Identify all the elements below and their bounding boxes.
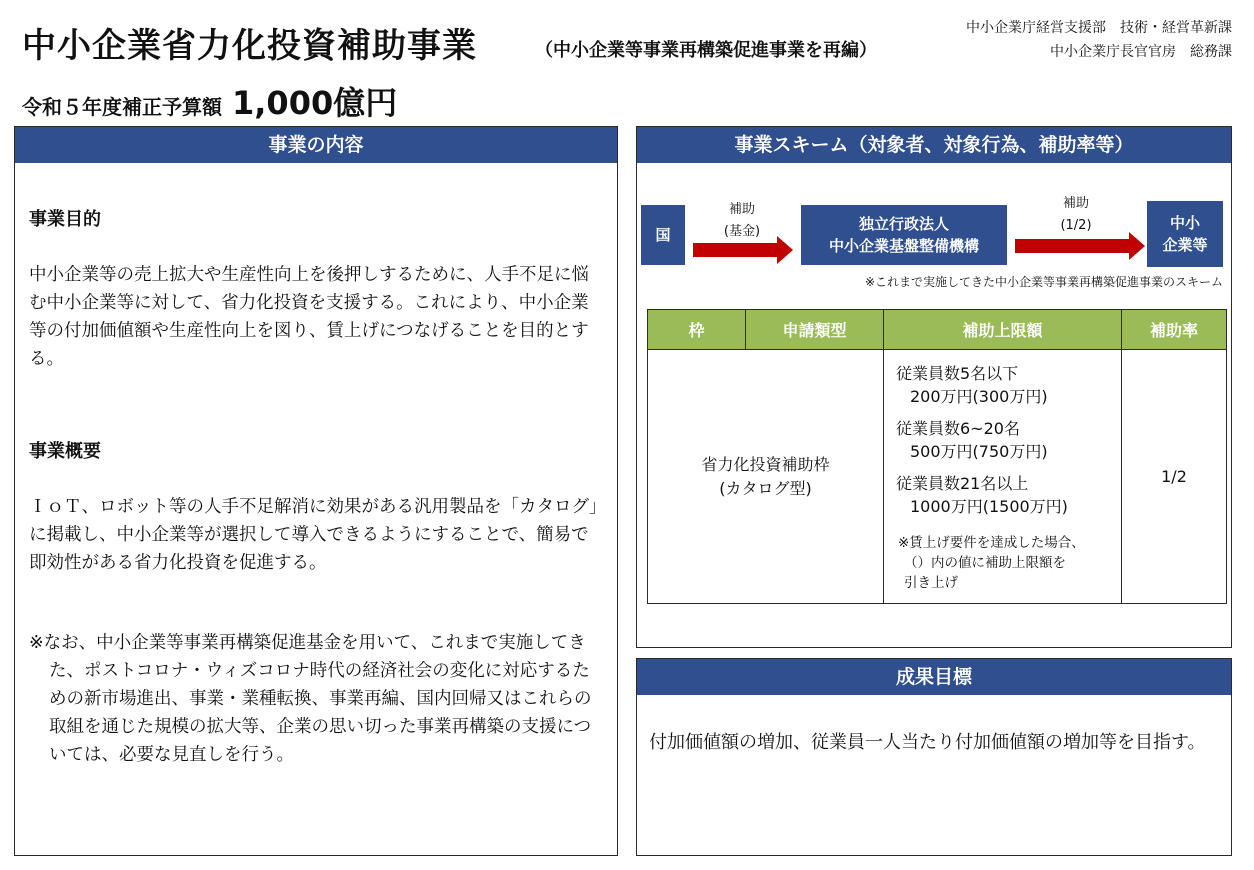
rate-cell: 1/2 — [1122, 350, 1227, 604]
department-line-2: 中小企業庁長官官房 総務課 — [1050, 44, 1232, 60]
department-info — [966, 16, 1232, 64]
column-header-limit: 補助上限額 — [884, 310, 1122, 350]
result-text: 付加価値額の増加、従業員一人当たり付加価値額の増加等を目指す。 — [649, 732, 1206, 753]
frame-cell — [648, 350, 884, 604]
frame-name: 省力化投資補助枠 — [701, 454, 830, 474]
page-title: 中小企業省力化投資補助事業 — [22, 26, 477, 66]
content-panel — [14, 126, 618, 856]
department-line-1: 中小企業庁経営支援部 技術・経営革新課 — [966, 20, 1232, 36]
tier-item: 従業員数5名以下 200万円(300万円) — [896, 364, 1048, 406]
table-row — [648, 350, 1227, 604]
column-header-type: 申請類型 — [746, 310, 884, 350]
scheme-panel-heading: 事業スキーム（対象者、対象行為、補助率等） — [637, 127, 1231, 163]
tier-item: 従業員数21名以上 1000万円(1500万円) — [896, 474, 1068, 516]
content-panel-heading: 事業の内容 — [15, 127, 617, 163]
flow-node-country: 国 — [641, 205, 685, 265]
budget-label: 令和５年度補正予算額 — [22, 95, 222, 119]
flow-node-smrj: 独立行政法人 中小企業基盤整備機構 — [801, 205, 1007, 265]
column-header-rate: 補助率 — [1122, 310, 1227, 350]
flow-arrow-2-label: 補助 (1/2) — [1060, 196, 1092, 233]
overview-text: ＩｏＴ、ロボット等の人手不足解消に効果がある汎用製品を「カタログ」に掲載し、中小企業等が選択して導入できるようにすることで、簡易で即効性がある省力化投資を促進する。 — [29, 497, 598, 573]
arrow-right-icon — [1015, 239, 1129, 253]
wage-note: ※賃上げ要件を達成した場合、 （）内の値に補助上限額を 引き上げ — [898, 535, 1085, 591]
budget — [22, 78, 397, 124]
result-panel-heading: 成果目標 — [637, 659, 1231, 695]
budget-amount: 1,000億円 — [232, 84, 398, 122]
table-header-row — [648, 310, 1227, 350]
scheme-note: ※これまで実施してきた中小企業等事業再構築促進事業のスキーム — [864, 275, 1223, 289]
tier-item: 従業員数6~20名 500万円(750万円) — [896, 419, 1048, 461]
page-subtitle: （中小企業等事業再構築促進事業を再編） — [535, 40, 877, 61]
flow-node-sme: 中小 企業等 — [1147, 201, 1223, 267]
arrow-right-icon — [693, 243, 777, 257]
column-header-frame: 枠 — [648, 310, 746, 350]
subsidy-table — [647, 309, 1227, 604]
purpose-text: 中小企業等の売上拡大や生産性向上を後押しするために、人手不足に悩む中小企業等に対して、省力化投資を支援する。これにより、中小企業等の付加価値額や生産性向上を図り、賃上げにつなげることを目的とする。 — [29, 265, 589, 369]
purpose-heading: 事業目的 — [29, 209, 101, 230]
overview-heading: 事業概要 — [29, 441, 101, 462]
flow-arrow-1-label: 補助 (基金) — [723, 202, 761, 239]
review-note: ※なお、中小企業等事業再構築促進基金を用いて、これまで実施してきた、ポストコロナ・ウィズコロナ時代の経済社会の変化に対応するための新市場進出、事業・業種転換、事業再編、国内回帰又はこれらの取組を通じた規模の拡大等、企業の思い切った事業再構築の支援については、必要な見直しを行う。 — [29, 633, 592, 765]
frame-type: (カタログ型) — [719, 478, 812, 498]
limit-cell — [884, 350, 1122, 604]
result-panel — [636, 658, 1232, 856]
scheme-panel — [636, 126, 1232, 648]
